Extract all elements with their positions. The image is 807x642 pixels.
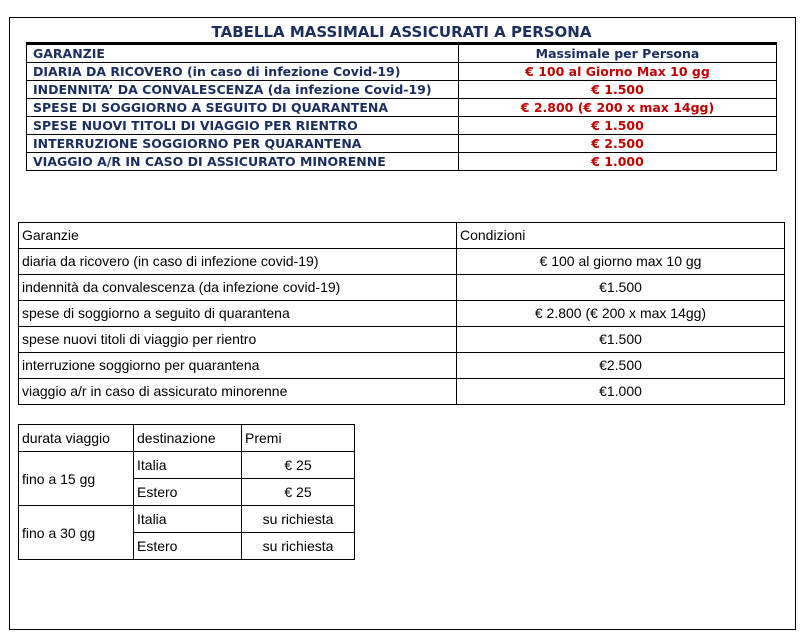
premio-cell: su richiesta (242, 506, 355, 533)
table-row (27, 63, 777, 81)
massimali-table-title: TABELLA MASSIMALI ASSICURATI A PERSONA (26, 22, 777, 44)
destinazione-cell: Italia (134, 452, 242, 479)
garanzia-cell: INTERRUZIONE SOGGIORNO PER QUARANTENA (27, 135, 459, 153)
header-durata: durata viaggio (19, 425, 134, 452)
condizione-cell: €2.500 (457, 353, 785, 379)
condizione-cell: €1.500 (457, 275, 785, 301)
massimale-cell: € 2.500 (459, 135, 777, 153)
garanzia-cell: indennità da convalescenza (da infezione covid-19) (19, 275, 457, 301)
garanzia-cell: spese nuovi titoli di viaggio per rientro (19, 327, 457, 353)
table-row (27, 153, 777, 171)
table-row (27, 99, 777, 117)
table-header-row (19, 425, 355, 452)
massimale-cell: € 100 al Giorno Max 10 gg (459, 63, 777, 81)
garanzia-cell: viaggio a/r in caso di assicurato minorenne (19, 379, 457, 405)
header-garanzie: GARANZIE (27, 45, 459, 63)
table-row (19, 506, 355, 533)
massimali-table (26, 22, 777, 171)
garanzia-cell: diaria da ricovero (in caso di infezione covid-19) (19, 249, 457, 275)
table-header-row (27, 45, 777, 63)
table-row (27, 135, 777, 153)
premio-cell: € 25 (242, 479, 355, 506)
premi-table (18, 424, 355, 560)
table-row (19, 275, 785, 301)
header-massimale: Massimale per Persona (459, 45, 777, 63)
destinazione-cell: Estero (134, 479, 242, 506)
destinazione-cell: Estero (134, 533, 242, 560)
garanzia-cell: SPESE DI SOGGIORNO A SEGUITO DI QUARANTENA (27, 99, 459, 117)
garanzia-cell: INDENNITA’ DA CONVALESCENZA (da infezione Covid-19) (27, 81, 459, 99)
header-garanzie: Garanzie (19, 223, 457, 249)
massimali-grid (26, 44, 777, 171)
massimale-cell: € 1.500 (459, 117, 777, 135)
garanzia-cell: spese di soggiorno a seguito di quarantena (19, 301, 457, 327)
table-row (27, 81, 777, 99)
massimale-cell: € 1.500 (459, 81, 777, 99)
table-row (19, 452, 355, 479)
garanzia-cell: DIARIA DA RICOVERO (in caso di infezione Covid-19) (27, 63, 459, 81)
table-row (27, 117, 777, 135)
destinazione-cell: Italia (134, 506, 242, 533)
condizione-cell: €1.000 (457, 379, 785, 405)
condizioni-table (18, 222, 785, 405)
condizione-cell: € 100 al giorno max 10 gg (457, 249, 785, 275)
table-row (19, 353, 785, 379)
massimale-cell: € 1.000 (459, 153, 777, 171)
header-premi: Premi (242, 425, 355, 452)
header-destinazione: destinazione (134, 425, 242, 452)
durata-cell: fino a 15 gg (19, 452, 134, 506)
table-header-row (19, 223, 785, 249)
condizione-cell: €1.500 (457, 327, 785, 353)
table-row (19, 327, 785, 353)
table-row (19, 301, 785, 327)
garanzia-cell: interruzione soggiorno per quarantena (19, 353, 457, 379)
header-condizioni: Condizioni (457, 223, 785, 249)
table-row (19, 379, 785, 405)
table-row (19, 249, 785, 275)
premio-cell: su richiesta (242, 533, 355, 560)
durata-cell: fino a 30 gg (19, 506, 134, 560)
premio-cell: € 25 (242, 452, 355, 479)
garanzia-cell: VIAGGIO A/R IN CASO DI ASSICURATO MINORENNE (27, 153, 459, 171)
garanzia-cell: SPESE NUOVI TITOLI DI VIAGGIO PER RIENTRO (27, 117, 459, 135)
condizione-cell: € 2.800 (€ 200 x max 14gg) (457, 301, 785, 327)
massimale-cell: € 2.800 (€ 200 x max 14gg) (459, 99, 777, 117)
